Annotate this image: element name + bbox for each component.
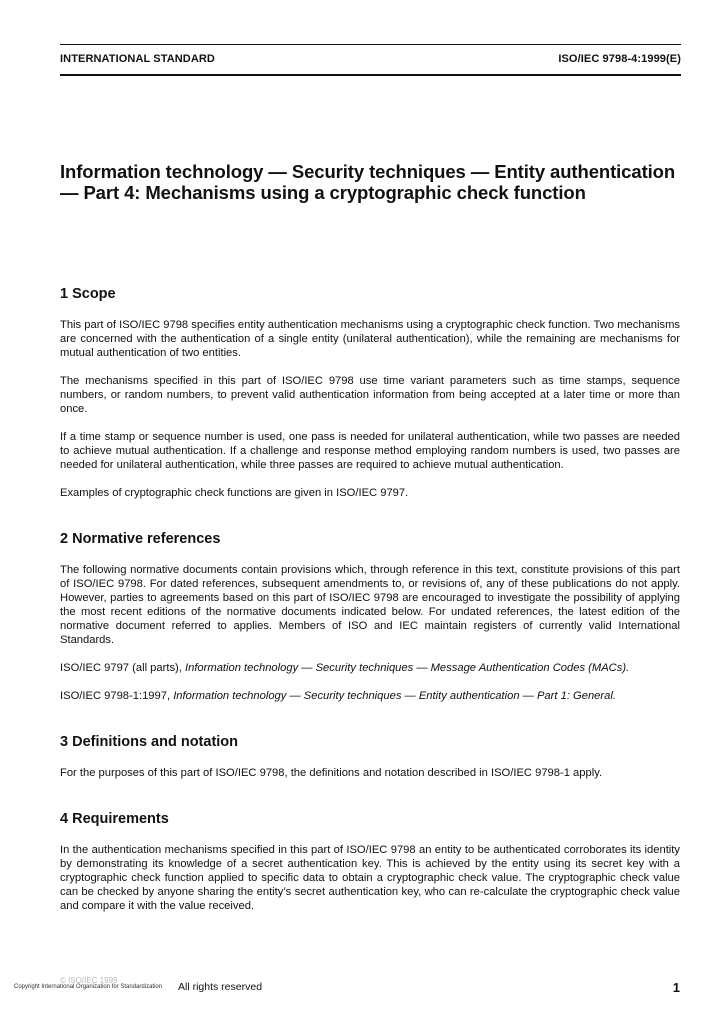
- section-scope: [60, 285, 680, 500]
- reference-title: Information technology — Security techniques — Message Authentication Codes (MACs).: [184, 662, 630, 674]
- section-heading: 4 Requirements: [60, 811, 169, 827]
- section-heading: 1 Scope: [60, 286, 116, 302]
- rights-reserved: All rights reserved: [178, 981, 263, 993]
- document-type-label: INTERNATIONAL STANDARD: [60, 53, 215, 65]
- reference-entry: [60, 689, 680, 703]
- paragraph: This part of ISO/IEC 9798 specifies entity authentication mechanisms using a cryptographic check function. Two mechanisms are concerned with the authentication of a single entity (unilateral authentication), while the remaining are mechanisms for mutual authentication of two entities.: [60, 319, 680, 359]
- paragraph: The following normative documents contain provisions which, through reference in this text, constitute provisions of this part of ISO/IEC 9798. For dated references, subsequent amendments to, or revisions of, any of these publications do not apply. However, parties to agreements based on this part of ISO/IEC 9798 are encouraged to investigate the possibility of applying the most recent editions of the normative documents indicated below. For undated references, the latest edition of the normative document referred to applies. Members of ISO and IEC maintain registers of currently valid International Standards.: [60, 564, 680, 646]
- paragraph: For the purposes of this part of ISO/IEC 9798, the definitions and notation described in ISO/IEC 9798-1 apply.: [60, 767, 603, 779]
- reference-entry: [60, 661, 680, 675]
- reference-id: ISO/IEC 9798-1:1997,: [60, 690, 171, 702]
- paragraph: The mechanisms specified in this part of ISO/IEC 9798 use time variant parameters such as time stamps, sequence numbers, or random numbers, to prevent valid authentication information from being accepted at a later time or more than once.: [60, 375, 680, 415]
- paragraph: In the authentication mechanisms specified in this part of ISO/IEC 9798 an entity to be authenticated corroborates its identity by demonstrating its knowledge of a secret authentication key. This is achieved by the entity using its secret key with a cryptographic check function applied to specific data to obtain a cryptographic check value. The cryptographic check value can be checked by anyone sharing the entity’s secret authentication key, who can re-calculate the cryptographic check value and compare it with the value received.: [60, 844, 680, 912]
- section-heading: 3 Definitions and notation: [60, 734, 239, 750]
- header-top-rule: [60, 44, 681, 45]
- paragraph: Examples of cryptographic check functions are given in ISO/IEC 9797.: [60, 487, 409, 499]
- page-number: 1: [672, 980, 680, 995]
- footer-copyright-year: © ISO/IEC 1999: [60, 976, 118, 985]
- paragraph: If a time stamp or sequence number is used, one pass is needed for unilateral authentication, while two passes are needed to achieve mutual authentication. If a challenge and response method employing random numbers is used, two passes are needed for unilateral authentication, while three passes are required to achieve mutual authentication.: [60, 431, 680, 471]
- reference-title: Information technology — Security techniques — Entity authentication — Part 1: General.: [173, 690, 616, 702]
- section-requirements: [60, 810, 680, 913]
- reference-id: ISO/IEC 9797 (all parts),: [60, 662, 182, 674]
- page-title: Information technology — Security techniques — Entity authentication — Part 4: Mechanisms using a cryptographic check function: [60, 161, 676, 203]
- section-definitions: [60, 733, 680, 780]
- section-heading: 2 Normative references: [60, 531, 221, 547]
- section-normative-references: [60, 530, 680, 703]
- header-bottom-rule: [60, 74, 681, 76]
- document-body: [60, 285, 680, 913]
- copyright-notice: Copyright International Organization for Standardization: [14, 984, 163, 990]
- standard-number: ISO/IEC 9798-4:1999(E): [558, 53, 681, 65]
